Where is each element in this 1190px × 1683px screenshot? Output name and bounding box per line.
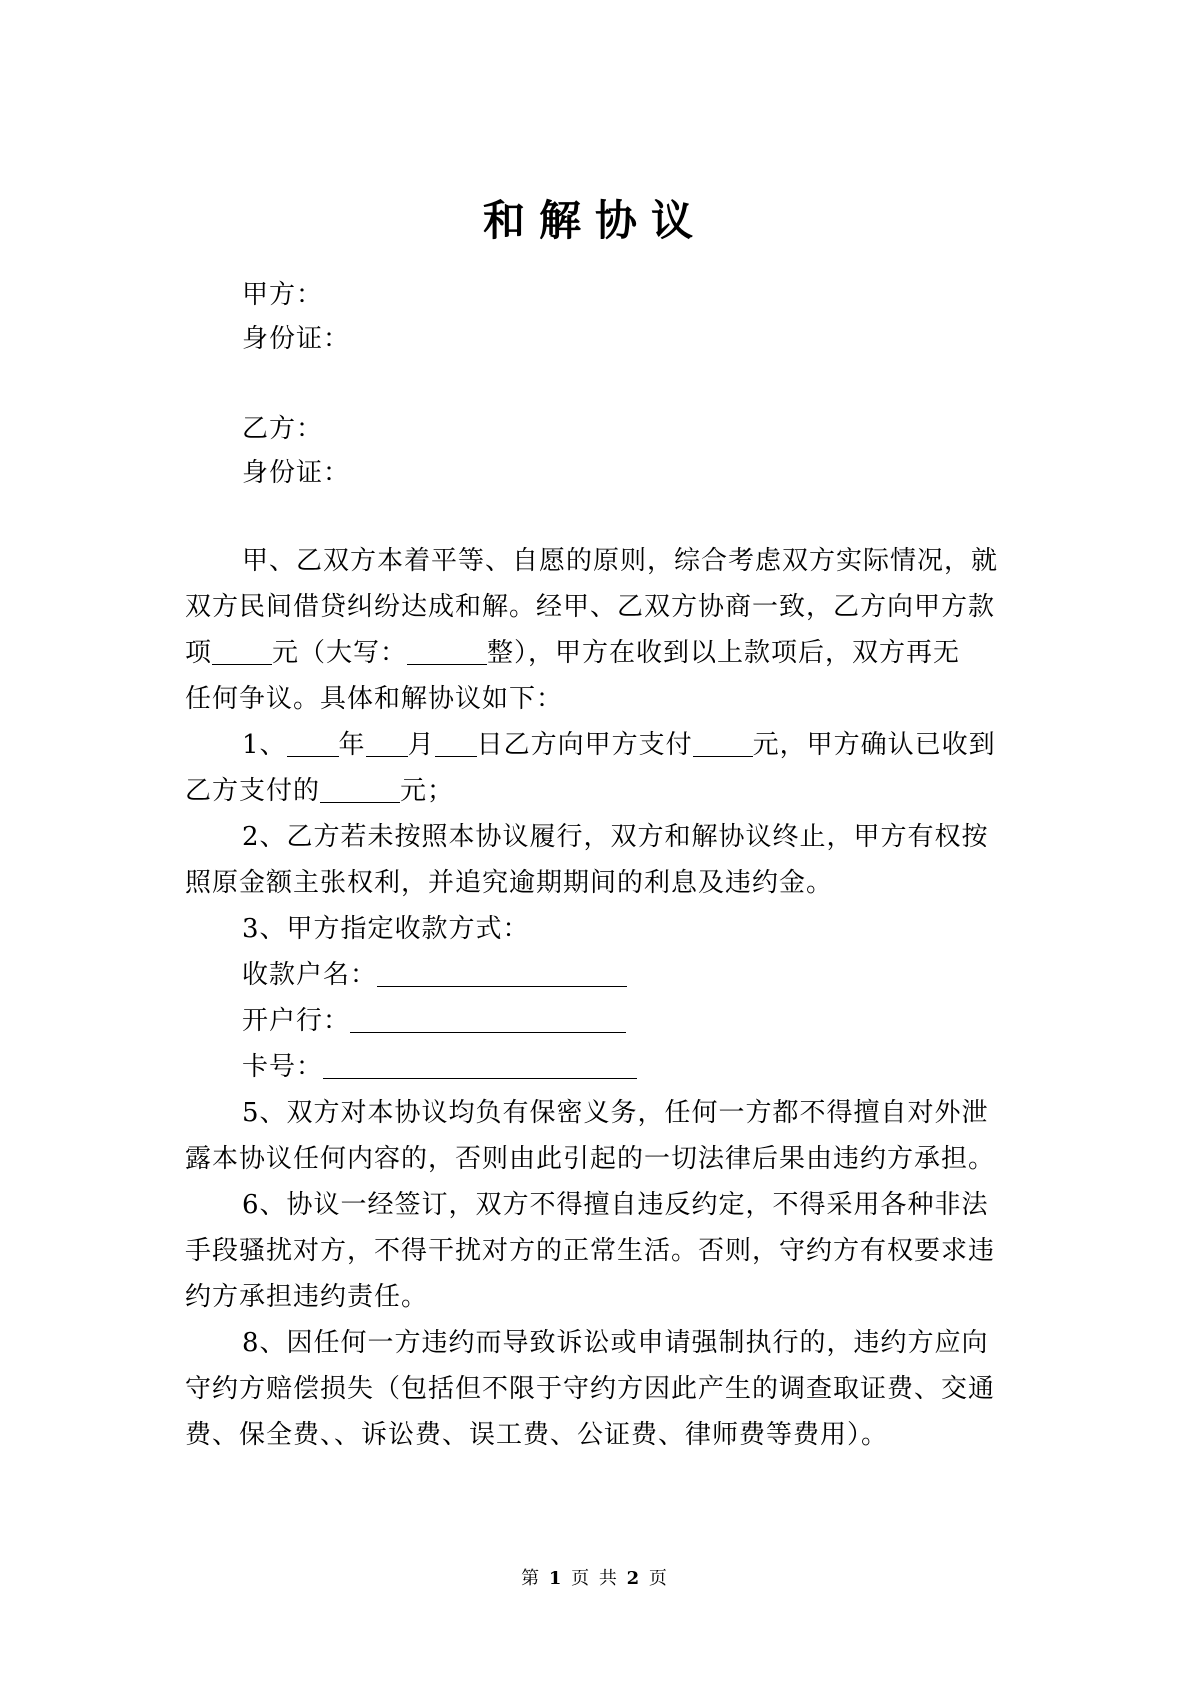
party-a-label: 甲方： bbox=[242, 280, 324, 310]
clause-6-line-3: 约方承担违约责任。 bbox=[185, 1282, 429, 1312]
document-title: 和解协议 bbox=[482, 196, 707, 245]
year-label: 年 bbox=[338, 730, 366, 760]
card-blank bbox=[323, 1052, 637, 1079]
received-blank bbox=[320, 776, 400, 803]
intro-amount-unit: 元（大写： bbox=[272, 638, 408, 668]
month-blank bbox=[366, 730, 408, 757]
account-name-row bbox=[242, 952, 627, 998]
day-blank bbox=[435, 730, 477, 757]
intro-amount-tail: 整），甲方在收到以上款项后，双方再无 bbox=[487, 638, 961, 668]
account-name-blank bbox=[377, 960, 627, 987]
month-label: 月 bbox=[407, 730, 435, 760]
card-row bbox=[242, 1044, 637, 1090]
footer-pre: 第 bbox=[521, 1568, 542, 1589]
clause-1-tail: 元，甲方确认已收到 bbox=[752, 730, 996, 760]
clause-1-text: 日乙方向甲方支付 bbox=[476, 730, 693, 760]
intro-line-4: 任何争议。具体和解协议如下： bbox=[185, 684, 564, 714]
clause-1-line-2 bbox=[185, 768, 454, 814]
clause-1-prefix: 1、 bbox=[242, 730, 287, 760]
account-name-label: 收款户名： bbox=[242, 960, 378, 990]
bank-blank bbox=[350, 1006, 626, 1033]
party-b-id-label: 身份证： bbox=[242, 458, 351, 488]
clause-3-heading: 3、甲方指定收款方式： bbox=[242, 914, 530, 944]
year-blank bbox=[287, 730, 339, 757]
clause-5-line-2: 露本协议任何内容的，否则由此引起的一切法律后果由违约方承担。 bbox=[185, 1144, 996, 1174]
clause-8-line-2: 守约方赔偿损失（包括但不限于守约方因此产生的调查取证费、交通 bbox=[185, 1374, 996, 1404]
clause-1-line-1 bbox=[242, 722, 996, 768]
current-page-number: 1 bbox=[548, 1568, 564, 1589]
party-a-id-label: 身份证： bbox=[242, 324, 351, 354]
clause-2-line-1: 2、乙方若未按照本协议履行，双方和解协议终止，甲方有权按 bbox=[242, 822, 989, 852]
clause-2-line-2: 照原金额主张权利，并追究逾期期间的利息及违约金。 bbox=[185, 868, 834, 898]
amount-blank bbox=[212, 638, 272, 665]
intro-line-1: 甲、乙双方本着平等、自愿的原则，综合考虑双方实际情况，就 bbox=[242, 546, 999, 576]
page-footer bbox=[0, 1564, 1190, 1590]
footer-mid: 页 共 bbox=[571, 1568, 619, 1589]
card-label: 卡号： bbox=[242, 1052, 324, 1082]
party-b-label: 乙方： bbox=[242, 414, 324, 444]
clause-5-line-1: 5、双方对本协议均负有保密义务，任何一方都不得擅自对外泄 bbox=[242, 1098, 989, 1128]
footer-post: 页 bbox=[648, 1568, 669, 1589]
clause-6-line-1: 6、协议一经签订，双方不得擅自违反约定，不得采用各种非法 bbox=[242, 1190, 989, 1220]
bank-row bbox=[242, 998, 626, 1044]
total-page-number: 2 bbox=[626, 1568, 642, 1589]
clause-1-line-2-prefix: 乙方支付的 bbox=[185, 776, 321, 806]
intro-line-3 bbox=[185, 630, 960, 676]
clause-8-line-1: 8、因任何一方违约而导致诉讼或申请强制执行的，违约方应向 bbox=[242, 1328, 989, 1358]
amount-uppercase-blank bbox=[407, 638, 487, 665]
clause-6-line-2: 手段骚扰对方，不得干扰对方的正常生活。否则，守约方有权要求违 bbox=[185, 1236, 996, 1266]
intro-line-2: 双方民间借贷纠纷达成和解。经甲、乙双方协商一致，乙方向甲方款 bbox=[185, 592, 996, 622]
clause-1-line-2-tail: 元； bbox=[400, 776, 455, 806]
clause-8-line-3: 费、保全费、、诉讼费、误工费、公证费、律师费等费用）。 bbox=[185, 1420, 889, 1450]
intro-item-label: 项 bbox=[185, 638, 213, 668]
payment-blank bbox=[693, 730, 753, 757]
bank-label: 开户行： bbox=[242, 1006, 351, 1036]
